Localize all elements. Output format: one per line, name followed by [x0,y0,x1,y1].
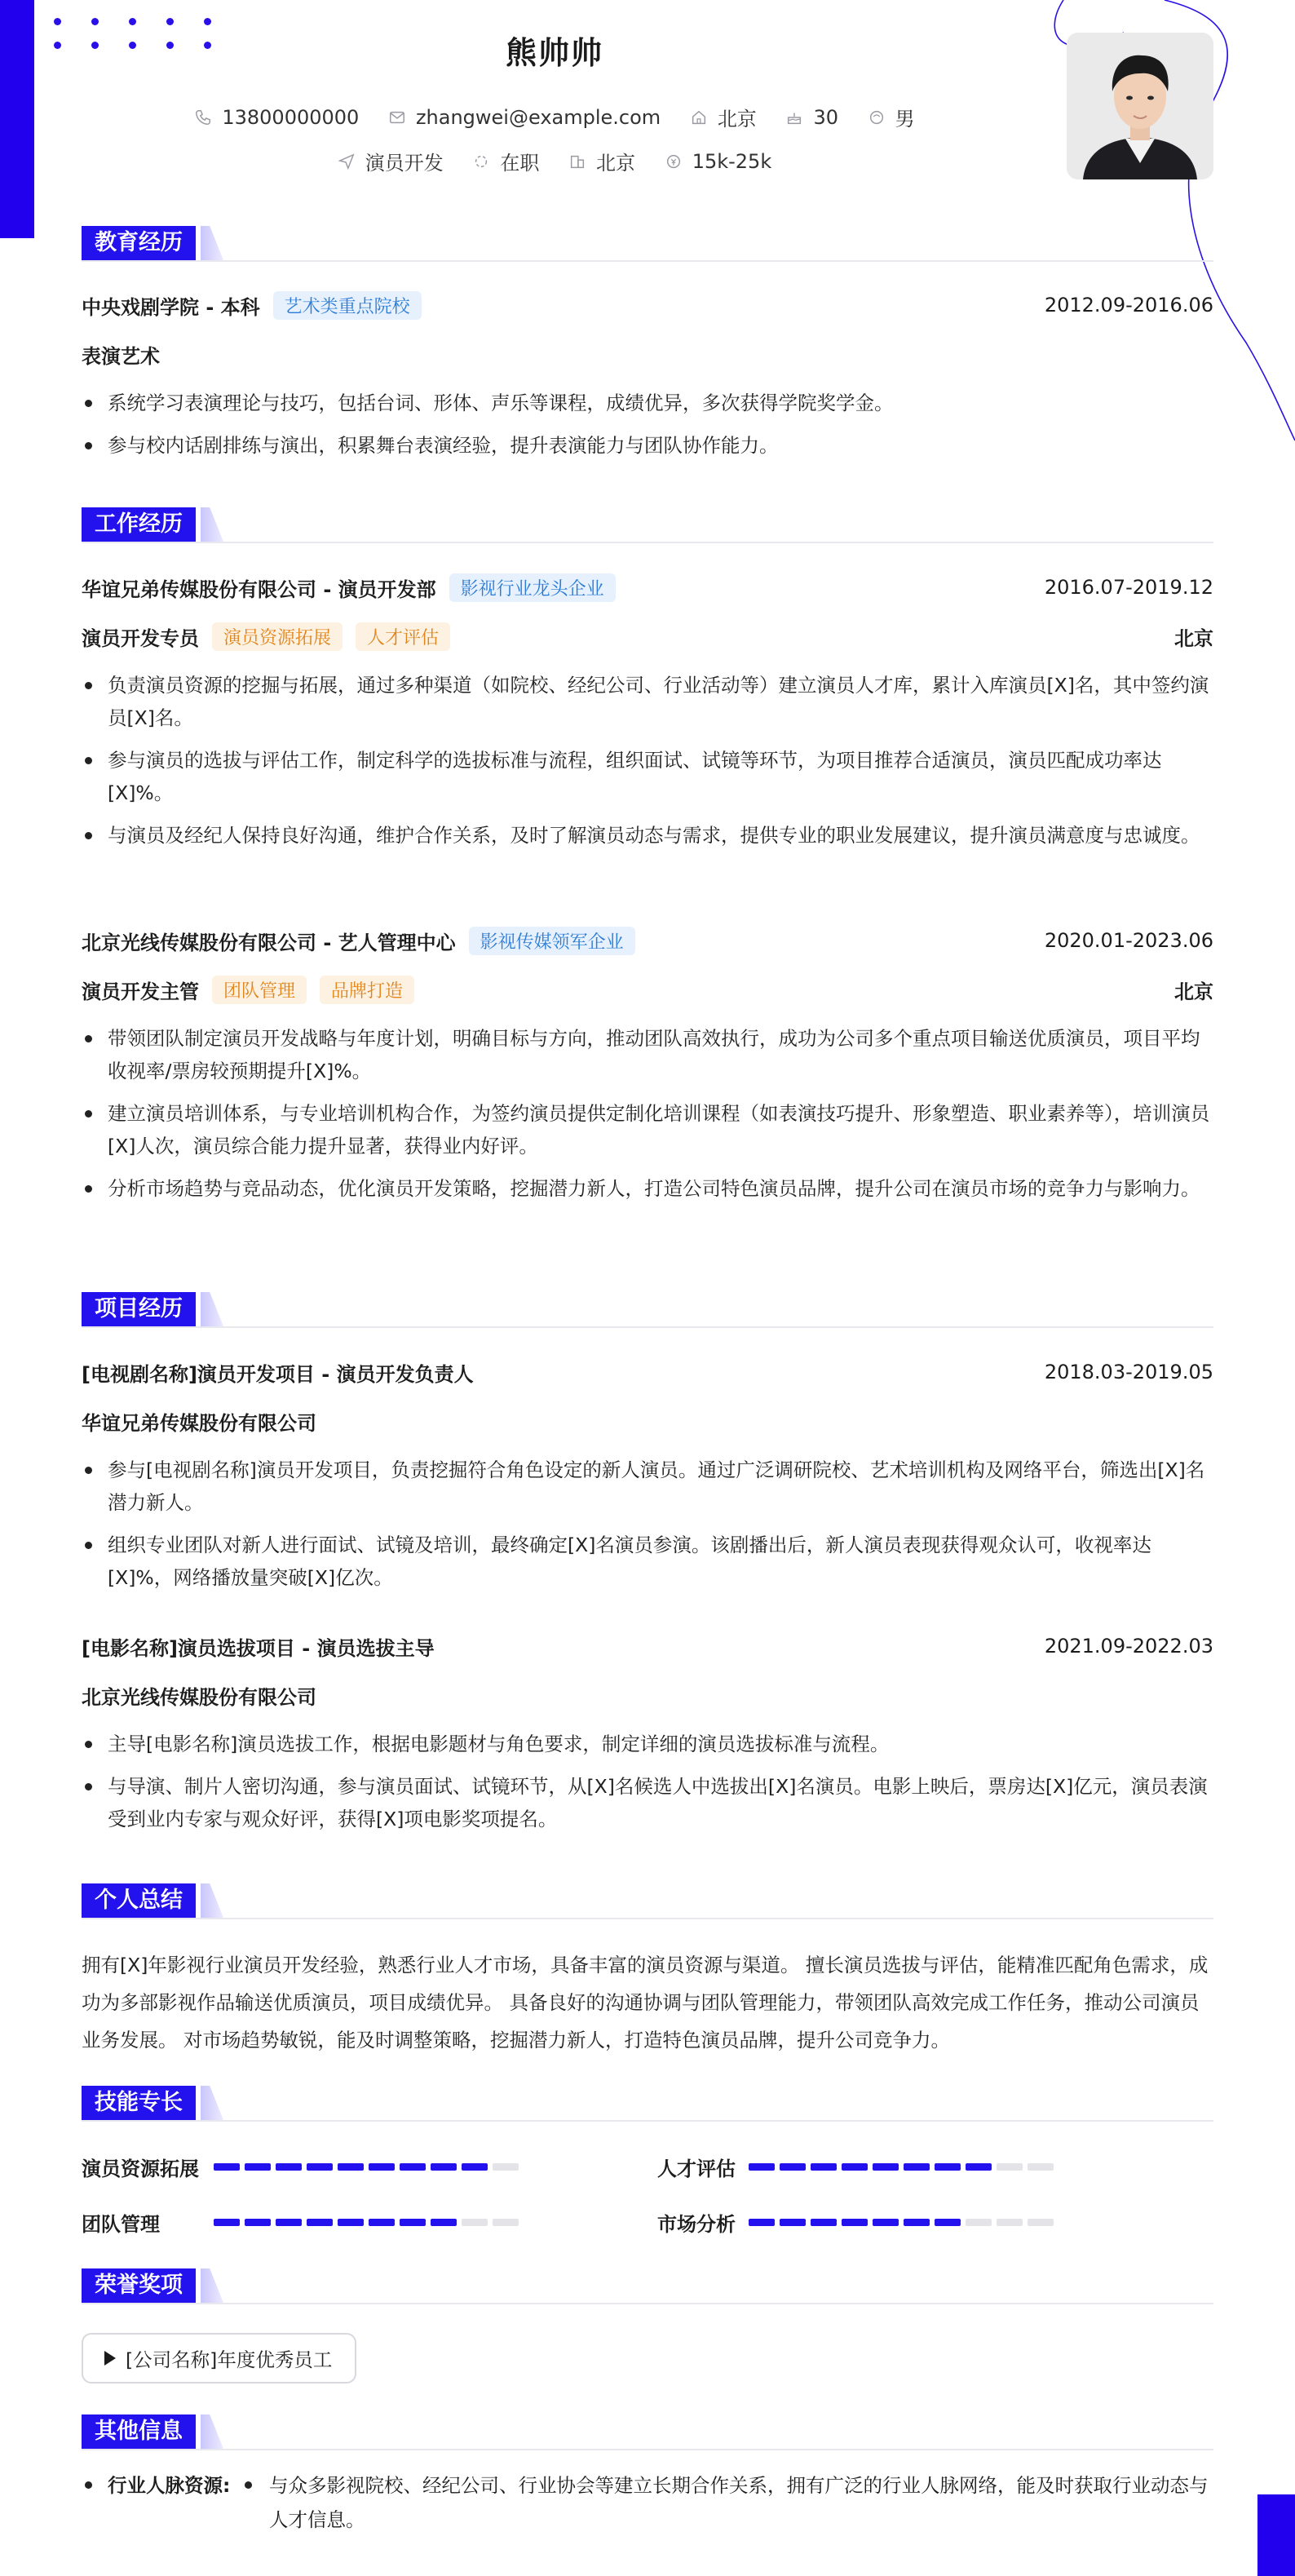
skill-level-segment [811,2219,837,2226]
company-name: 北京光线传媒股份有限公司 - 艺人管理中心 [82,931,456,954]
project-bullets [82,1454,1213,1604]
section-tail-decoration [201,2086,223,2120]
skill-item [657,2152,1059,2181]
project-bullets [82,1728,1213,1845]
education-bullets [82,387,1213,471]
summary-text: 拥有[X]年影视行业演员开发经验，熟悉行业人才市场，具备丰富的演员资源与渠道。 擅长演员选拔与评估，能精准匹配角色需求，成功为多部影视作品输送优质演员，项目成绩优异。 具备良好的沟通协调与团队管理能力，带领团队高效完成工作任务，推动公司演员业务发展。 对市场趋势敏锐，能及时调整策略，挖掘潜力新人，打造特色演员品牌，提升公司竞争力。 [82,1954,1209,2052]
hometown-item [690,103,757,131]
section-title: 其他信息 [82,2414,196,2449]
skill-level-segment [904,2163,930,2171]
skill-level-bar [214,2219,524,2226]
skill-tag: 品牌打造 [320,976,414,1004]
profile-photo [1067,33,1213,179]
skill-level-segment [493,2163,519,2171]
education-major-row [82,339,1213,369]
company-tag: 影视行业龙头企业 [449,573,616,602]
skill-level-segment [780,2163,806,2171]
project-company: 华谊兄弟传媒股份有限公司 [82,1411,316,1435]
skill-item [657,2207,1059,2237]
building-icon [568,153,586,170]
section-divider [82,2303,1213,2304]
skill-level-segment [245,2219,271,2226]
skill-level-segment [873,2163,899,2171]
age-item [785,106,838,129]
section-title: 教育经历 [82,226,196,260]
project-company-row [82,1680,1213,1710]
skill-level-segment [749,2163,775,2171]
skill-level-segment [780,2219,806,2226]
skill-level-segment [369,2219,395,2226]
city-item [568,147,635,175]
candidate-name: 熊帅帅 [505,35,603,71]
work-entry-head [82,573,1213,602]
list-item: 负责演员资源的挖掘与拓展，通过多种渠道（如院校、经纪公司、行业活动等）建立演员人才库，累计入库演员[X]名，其中签约演员[X]名。 [82,669,1213,734]
skill-level-segment [1028,2219,1054,2226]
skill-tag: 团队管理 [212,976,307,1004]
section-divider [82,2449,1213,2450]
award-text: [公司名称]年度优秀员工 [126,2348,333,2371]
skill-level-segment [338,2163,364,2171]
section-work [82,507,1213,542]
section-tail-decoration [201,1292,223,1326]
accent-bar-bottom-right [1257,2494,1295,2576]
skill-level-segment [462,2163,488,2171]
list-item: 参与[电视剧名称]演员开发项目，负责挖掘符合角色设定的新人演员。通过广泛调研院校、艺术培训机构及网络平台，筛选出[X]名潜力新人。 [82,1454,1213,1519]
skill-level-segment [1028,2163,1054,2171]
company-name: 华谊兄弟传媒股份有限公司 - 演员开发部 [82,578,436,601]
list-item: 带领团队制定演员开发战略与年度计划，明确目标与方向，推动团队高效执行，成功为公司多个重点项目输送优质演员，项目平均收视率/票房较预期提升[X]%。 [82,1022,1213,1087]
skill-level-segment [431,2219,457,2226]
status-icon [472,153,490,170]
section-tail-decoration [201,1883,223,1918]
section-title: 项目经历 [82,1292,196,1326]
work-location: 北京 [1174,980,1213,1003]
contact-row [0,103,1109,131]
skill-level-segment [935,2163,961,2171]
skill-level-bar [749,2219,1059,2226]
education-date: 2012.09-2016.06 [1044,294,1213,316]
project-date: 2021.09-2022.03 [1044,1635,1213,1658]
skill-level-segment [935,2219,961,2226]
skill-level-segment [276,2219,302,2226]
skill-level-segment [245,2163,271,2171]
section-tail-decoration [201,2268,223,2303]
skill-level-segment [904,2219,930,2226]
phone-text: 13800000000 [222,105,360,129]
skill-level-segment [431,2163,457,2171]
skill-name: 演员资源拓展 [82,2157,199,2180]
list-item: 与导演、制片人密切沟通，参与演员面试、试镜环节，从[X]名候选人中选拔出[X]名演员。电影上映后，票房达[X]亿元，演员表演受到业内专家与观众好评，获得[X]项电影奖项提名。 [82,1770,1213,1835]
skill-level-segment [276,2163,302,2171]
skill-level-segment [842,2219,868,2226]
other-info-label: 行业人脉资源: [82,2468,230,2503]
mail-icon [388,108,406,126]
job-intent-text: 演员开发 [365,152,444,175]
skill-level-segment [997,2163,1023,2171]
expand-triangle-icon [104,2351,116,2366]
skill-level-segment [307,2219,333,2226]
skill-level-bar [214,2163,524,2171]
skill-level-segment [493,2219,519,2226]
list-item: 系统学习表演理论与技巧，包括台词、形体、声乐等课程，成绩优异，多次获得学院奖学金。 [82,387,1213,419]
list-item: 与演员及经纪人保持良好沟通，维护合作关系，及时了解演员动态与需求，提供专业的职业发展建议，提升演员满意度与忠诚度。 [82,819,1213,852]
project-entry-head [82,1357,1213,1387]
section-other [82,2414,1213,2449]
age-text: 30 [813,105,838,129]
skill-level-segment [307,2163,333,2171]
education-entry-head [82,290,1213,320]
skill-level-segment [749,2219,775,2226]
section-summary [82,1883,1213,1918]
list-item: 分析市场趋势与竞品动态，优化演员开发策略，挖掘潜力新人，打造公司特色演员品牌，提升公司在演员市场的竞争力与影响力。 [82,1172,1213,1205]
skill-level-segment [873,2219,899,2226]
major: 表演艺术 [82,344,160,368]
gender-text: 男 [895,108,915,131]
section-skills [82,2086,1213,2120]
skill-name: 市场分析 [657,2212,736,2236]
skill-level-segment [966,2163,992,2171]
section-divider [82,1326,1213,1328]
gender-icon [868,108,886,126]
skill-level-segment [338,2219,364,2226]
avatar-portrait [1067,33,1213,179]
email-item [388,106,661,129]
section-tail-decoration [201,507,223,542]
salary-item [665,150,772,173]
work-title-row [82,975,1213,1004]
gender-item [868,103,915,131]
project-date: 2018.03-2019.05 [1044,1361,1213,1383]
list-item: 主导[电影名称]演员选拔工作，根据电影题材与角色要求，制定详细的演员选拔标准与流程。 [82,1728,1213,1760]
skill-level-segment [811,2163,837,2171]
salary-text: 15k-25k [692,149,772,173]
skill-level-segment [214,2219,240,2226]
job-intent-row [0,147,1109,175]
skill-level-segment [997,2219,1023,2226]
section-title: 荣誉奖项 [82,2268,196,2303]
section-divider [82,542,1213,543]
section-title: 个人总结 [82,1883,196,1918]
project-company: 北京光线传媒股份有限公司 [82,1685,316,1709]
skill-level-segment [966,2219,992,2226]
list-item: 参与校内话剧排练与演出，积累舞台表演经验，提升表演能力与团队协作能力。 [82,429,1213,462]
section-education [82,226,1213,260]
skill-level-segment [369,2163,395,2171]
section-awards [82,2268,1213,2303]
section-divider [82,1918,1213,1919]
skill-level-segment [214,2163,240,2171]
skill-item [82,2152,524,2181]
send-icon [338,153,356,170]
money-icon [665,153,683,170]
school-tag: 艺术类重点院校 [273,291,422,320]
project-entry-head [82,1631,1213,1661]
skill-level-segment [400,2219,426,2226]
section-project [82,1292,1213,1326]
phone-item [194,106,359,129]
cake-icon [785,108,803,126]
section-tail-decoration [201,2414,223,2449]
section-tail-decoration [201,226,223,260]
skill-name: 人才评估 [657,2157,736,2180]
job-title: 演员开发专员 [82,626,199,650]
status-text: 在职 [500,152,540,175]
list-item: 参与演员的选拔与评估工作，制定科学的选拔标准与流程，组织面试、试镜等环节，为项目推荐合适演员，演员匹配成功率达[X]%。 [82,744,1213,809]
company-tag: 影视传媒领军企业 [469,927,635,955]
work-entry-head [82,926,1213,955]
work-date: 2020.01-2023.06 [1044,929,1213,952]
award-item[interactable] [82,2333,356,2383]
list-item: 建立演员培训体系，与专业培训机构合作，为签约演员提供定制化培训课程（如表演技巧提升、形象塑造、职业素养等），培训演员[X]人次，演员综合能力提升显著，获得业内好评。 [82,1097,1213,1162]
other-info-text: 与众多影视院校、经纪公司、行业协会等建立长期合作关系，拥有广泛的行业人脉网络，能及时获取行业动态与人才信息。 [241,2468,1213,2537]
skill-tag: 人才评估 [356,622,450,651]
phone-icon [194,108,212,126]
work-date: 2016.07-2019.12 [1044,576,1213,599]
project-name: [电影名称]演员选拔项目 - 演员选拔主导 [82,1636,435,1660]
skill-level-segment [462,2219,488,2226]
hometown-text: 北京 [717,108,757,131]
skill-level-segment [400,2163,426,2171]
status-item [472,147,539,175]
section-divider [82,260,1213,262]
school-name: 中央戏剧学院 - 本科 [82,295,260,319]
skill-level-bar [749,2163,1059,2171]
project-company-row [82,1406,1213,1436]
skill-name: 团队管理 [82,2212,160,2236]
section-title: 工作经历 [82,507,196,542]
skill-level-segment [842,2163,868,2171]
city-text: 北京 [596,152,636,175]
work-title-row [82,622,1213,651]
home-icon [690,108,708,126]
work-location: 北京 [1174,626,1213,650]
project-name: [电视剧名称]演员开发项目 - 演员开发负责人 [82,1362,474,1386]
work-bullets [82,1022,1213,1215]
skill-tag: 演员资源拓展 [212,622,343,651]
job-intent-item [338,147,444,175]
section-title: 技能专长 [82,2086,196,2120]
section-divider [82,2120,1213,2122]
skill-item [82,2207,524,2237]
list-item: 组织专业团队对新人进行面试、试镜及培训，最终确定[X]名演员参演。该剧播出后，新人演员表现获得观众认可，收视率达[X]%，网络播放量突破[X]亿次。 [82,1529,1213,1594]
email-text: zhangwei@example.com [415,105,661,129]
job-title: 演员开发主管 [82,980,199,1003]
work-bullets [82,669,1213,861]
